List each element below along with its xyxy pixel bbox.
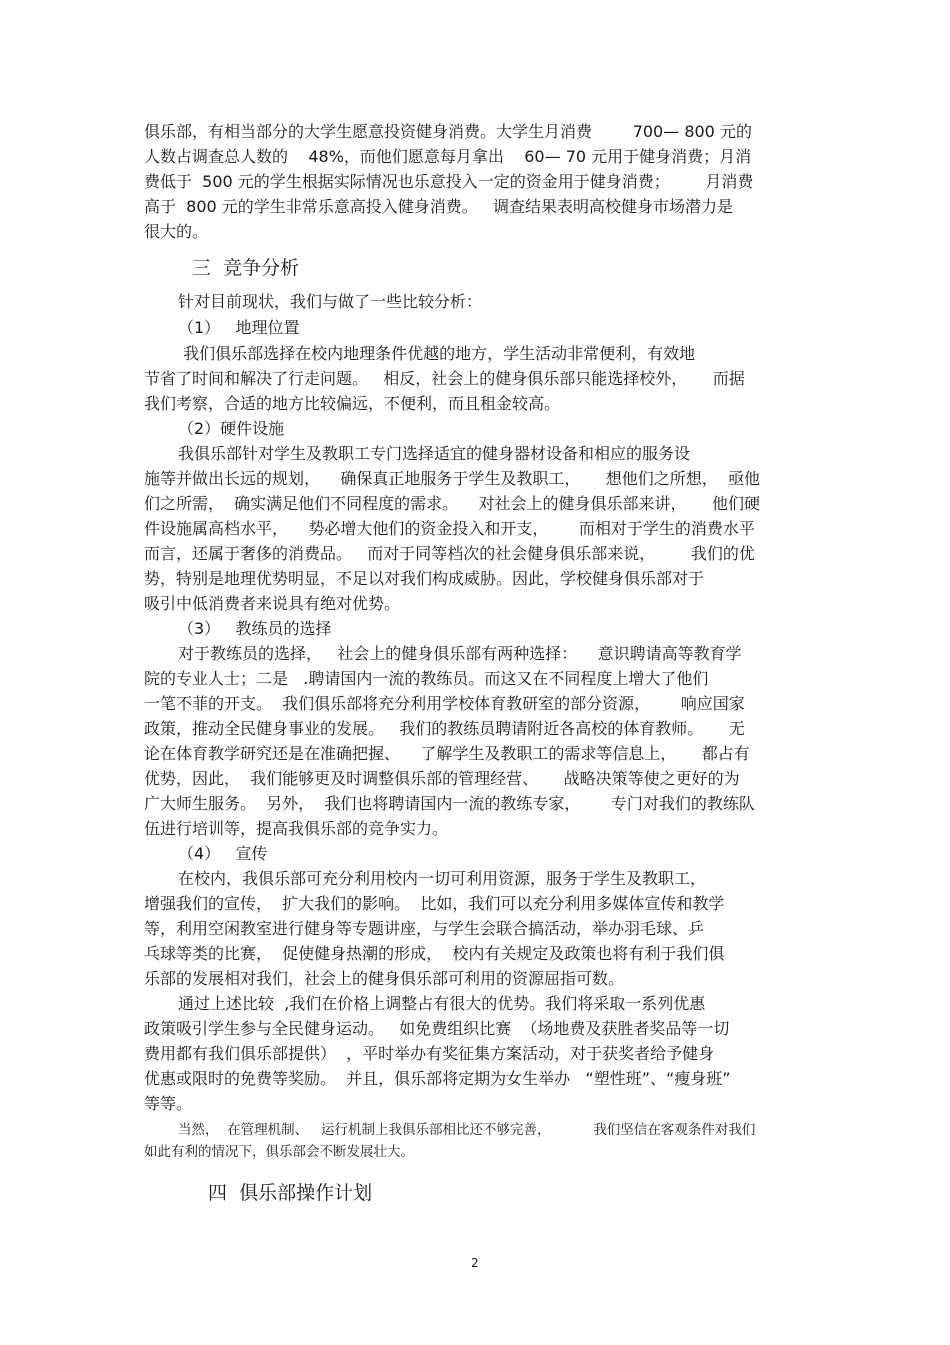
- section-heading: 四 俱乐部操作计划: [208, 1182, 373, 1204]
- body-text-line: 们之所需， 确实满足他们不同程度的需求。 对社会上的健身俱乐部来讲， 他们硬: [144, 494, 760, 513]
- body-text-line: 等等。: [144, 1094, 193, 1113]
- body-text-line: 一笔不菲的开支。 我们俱乐部将充分利用学校体育教研室的部分资源， 响应国家: [144, 694, 745, 713]
- body-text-line: 伍进行培训等，提高我俱乐部的竞争实力。: [144, 819, 449, 838]
- subsection-heading: （1） 地理位置: [178, 318, 300, 337]
- body-text-line: 费用都有我们俱乐部提供） ，平时举办有奖征集方案活动，对于获奖者给予健身: [144, 1044, 715, 1063]
- body-text-line: 势，特别是地理优势明显，不足以对我们构成威胁。因此，学校健身俱乐部对于: [144, 569, 705, 588]
- body-text-line: 优惠或限时的免费等奖励。 并且，俱乐部将定期为女生举办 “塑性班”、“瘦身班”: [144, 1069, 731, 1088]
- body-text-line: 广大师生服务。 另外， 我们也将聘请国内一流的教练专家， 专门对我们的教练队: [144, 794, 755, 813]
- body-text-line: 论在体育教学研究还是在准确把握、 了解学生及教职工的需求等信息上， 都占有: [144, 744, 750, 763]
- body-text-line: 节省了时间和解决了行走问题。 相反，社会上的健身俱乐部只能选择校外， 而据: [144, 369, 745, 388]
- body-text-line: 乐部的发展相对我们，社会上的健身俱乐部可利用的资源屈指可数。: [144, 969, 625, 988]
- section-heading: 三 竞争分析: [192, 257, 300, 279]
- subsection-heading: （3） 教练员的选择: [178, 619, 332, 638]
- body-text-line: 在校内，我俱乐部可充分利用校内一切可利用资源，服务于学生及教职工，: [178, 869, 707, 888]
- body-text-line: 通过上述比较 ,我们在价格上调整占有很大的优势。我们将采取一系列优惠: [178, 994, 706, 1013]
- body-text-line: 我们俱乐部选择在校内地理条件优越的地方，学生活动非常便利，有效地: [178, 344, 696, 363]
- body-text-line: 很大的。: [144, 222, 209, 241]
- small-text-line: 当然， 在管理机制、 运行机制上我俱乐部相比还不够完善， 我们坚信在客观条件对我们: [178, 1122, 756, 1138]
- body-text-line: 费低于 500 元的学生根据实际情况也乐意投入一定的资金用于健身消费； 月消费: [144, 172, 754, 191]
- body-text-line: 针对目前现状，我们与做了一些比较分析：: [178, 292, 483, 311]
- small-text-line: 如此有利的情况下，俱乐部会不断发展壮大。: [144, 1144, 414, 1160]
- body-text-line: 俱乐部，有相当部分的大学生愿意投资健身消费。大学生月消费 700— 800 元的: [144, 122, 752, 141]
- body-text-line: 件设施属高档水平， 势必增大他们的资金投入和开支， 而相对于学生的消费水平: [144, 519, 755, 538]
- page-number: 2: [471, 1256, 479, 1270]
- body-text-line: 政策，推动全民健身事业的发展。 我们的教练员聘请附近各高校的体育教师。 无: [144, 719, 745, 738]
- subsection-heading: （4） 宣传: [178, 844, 268, 863]
- body-text-line: 我们考察，合适的地方比较偏远，不便利，而且租金较高。: [144, 394, 561, 413]
- subsection-heading: （2）硬件设施: [178, 419, 285, 438]
- body-text-line: 政策吸引学生参与全民健身运动。 如免费组织比赛 （场地费及获胜者奖品等一切: [144, 1019, 730, 1038]
- body-text-line: 院的专业人士；二是 .聘请国内一流的教练员。而这又在不同程度上增大了他们: [144, 669, 709, 688]
- body-text-line: 对于教练员的选择， 社会上的健身俱乐部有两种选择： 意识聘请高等教育学: [178, 644, 742, 663]
- body-text-line: 施等并做出长远的规划， 确保真正地服务于学生及教职工， 想他们之所想， 亟他: [144, 469, 760, 488]
- body-text-line: 增强我们的宣传， 扩大我们的影响。 比如，我们可以充分利用多媒体宣传和教学: [144, 894, 725, 913]
- body-text-line: 乓球等类的比赛， 促使健身热潮的形成， 校内有关规定及政策也将有利于我们俱: [144, 944, 725, 963]
- body-text-line: 我俱乐部针对学生及教职工专门选择适宜的健身器材设备和相应的服务设: [178, 444, 691, 463]
- body-text-line: 等，利用空闲教室进行健身等专题讲座，与学生会联合搞活动，举办羽毛球、乒: [144, 919, 705, 938]
- body-text-line: 高于 800 元的学生非常乐意高投入健身消费。 调查结果表明高校健身市场潜力是: [144, 197, 734, 216]
- body-text-line: 吸引中低消费者来说具有绝对优势。: [144, 594, 401, 613]
- body-text-line: 人数占调查总人数的 48%，而他们愿意每月拿出 60— 70 元用于健身消费；月消: [144, 147, 752, 166]
- body-text-line: 优势，因此， 我们能够更及时调整俱乐部的管理经营、 战略决策等使之更好的为: [144, 769, 740, 788]
- body-text-line: 而言，还属于奢侈的消费品。 而对于同等档次的社会健身俱乐部来说， 我们的优: [144, 544, 755, 563]
